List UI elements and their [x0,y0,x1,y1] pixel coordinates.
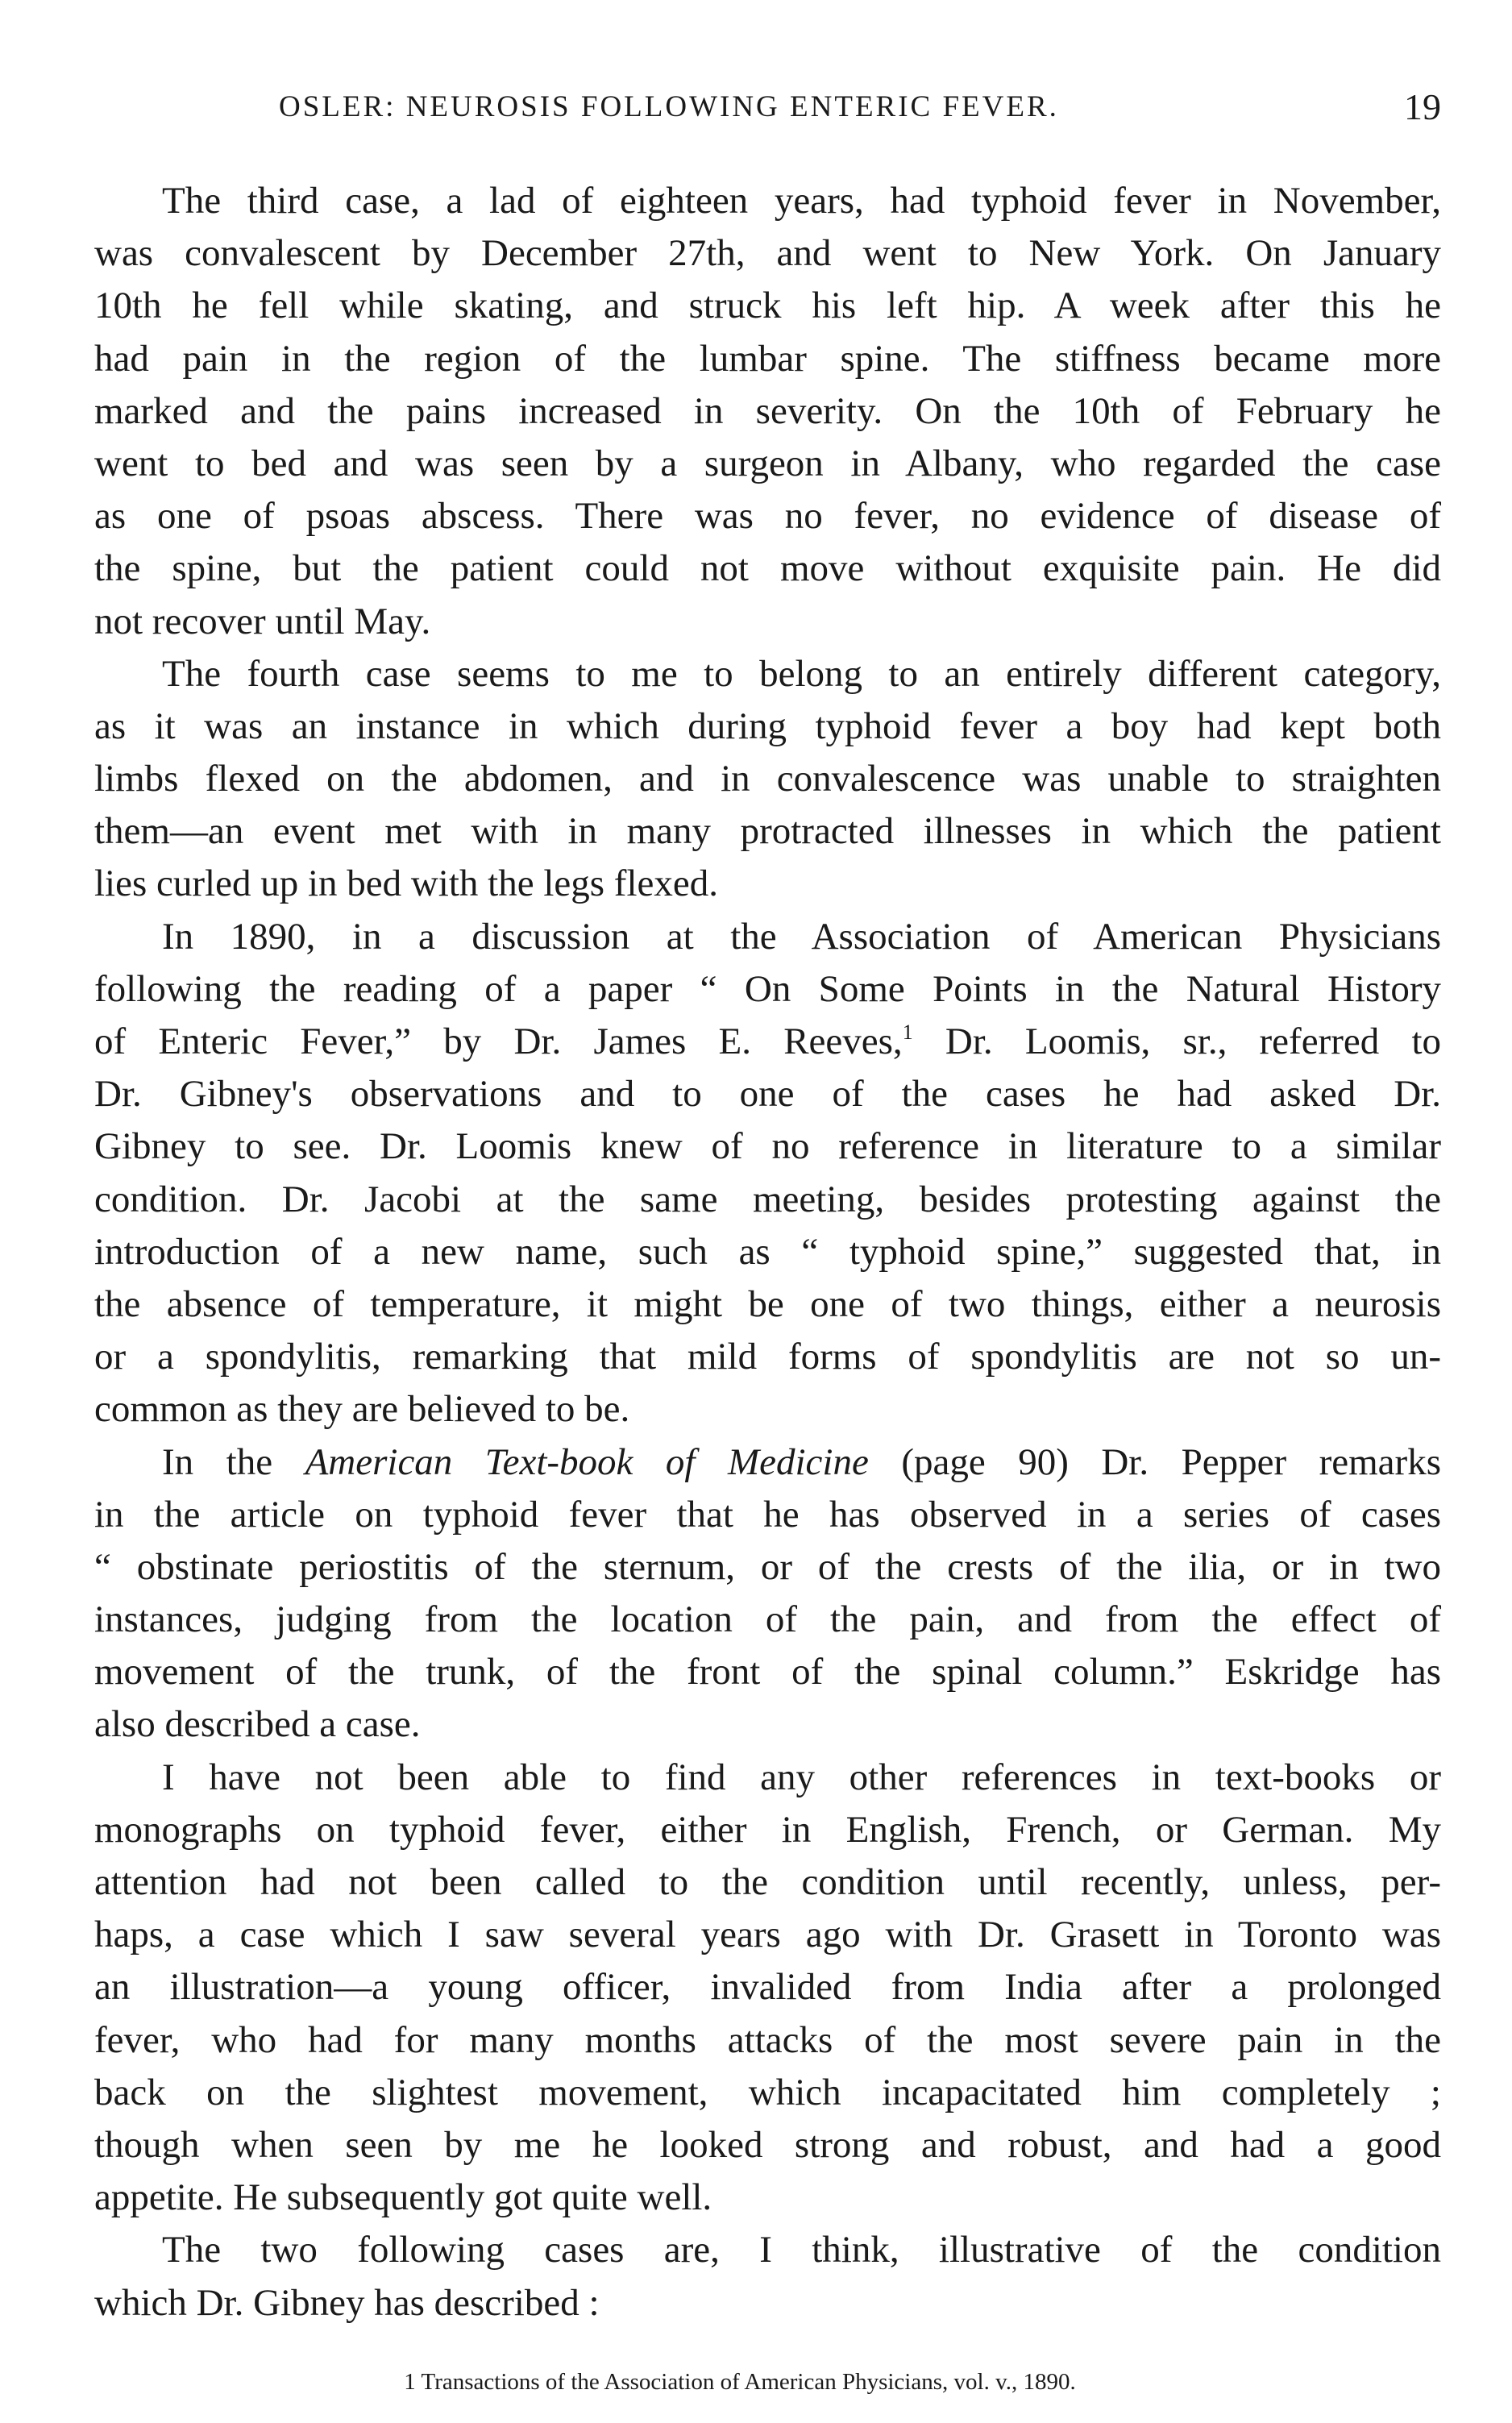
text-line: back on the slightest movement, which incapacitated him completely ; [94,2071,1441,2113]
text-line: went to bed and was seen by a surgeon in Albany, who regarded the case [94,442,1441,484]
text-line: monographs on typhoid fever, either in English, French, or German. My [94,1808,1441,1851]
text-line: or a spondylitis, remarking that mild forms of spondylitis are not so un- [94,1336,1441,1378]
text-line: The third case, a lad of eighteen years, had typhoid fever in November, [162,180,1441,222]
page-number: 19 [1404,86,1441,127]
text-line: introduction of a new name, such as “ typhoid spine,” suggested that, in [94,1230,1441,1273]
text-line: though when seen by me he looked strong and robust, and had a good [94,2123,1441,2166]
text-line: the spine, but the patient could not move without exquisite pain. He did [94,547,1441,590]
text-line [94,1436,1441,1489]
text-line [94,1016,1441,1068]
text-segment: In the [162,1440,305,1483]
text-line: marked and the pains increased in severity. On the 10th of February he [94,389,1441,432]
text-line: limbs flexed on the abdomen, and in convalescence was unable to straighten [94,758,1441,800]
running-header [94,85,1441,130]
footnote-marker: 1 [404,2369,416,2395]
text-line: the absence of temperature, it might be one of two things, either a neurosis [94,1282,1441,1325]
text-line: “ obstinate periostitis of the sternum, or of the crests of the ilia, or in two [94,1545,1441,1588]
text-line: following the reading of a paper “ On Some Points in the Natural History [94,967,1441,1010]
text-line: fever, who had for many months attacks of the most severe pain in the [94,2018,1441,2061]
text-line: lies curled up in bed with the legs flexed. [94,862,718,905]
text-line: attention had not been called to the condition until recently, unless, per- [94,1861,1441,1903]
text-line: The two following cases are, I think, illustrative of the condition [162,2229,1441,2271]
text-line: 10th he fell while skating, and struck his left hip. A week after this he [94,285,1441,327]
book-title: American Text-book of Medicine [305,1440,869,1483]
body-text [94,175,1441,2329]
text-line: also described a case. [94,1703,421,1746]
text-line: movement of the trunk, of the front of the spinal column.” Eskridge has [94,1651,1441,1694]
text-line: I have not been able to find any other references in text-books or [162,1756,1441,1798]
text-line: had pain in the region of the lumbar spine. The stiffness became more [94,337,1441,380]
text-line: which Dr. Gibney has described : [94,2281,600,2324]
text-line: them—an event met with in many protracted illnesses in which the patient [94,810,1441,853]
text-segment: (page 90) Dr. Pepper remarks [868,1440,1441,1483]
text-line: as one of psoas abscess. There was no fever, no evidence of disease of [94,495,1441,538]
text-line: not recover until May. [94,600,431,642]
running-title: OSLER: NEUROSIS FOLLOWING ENTERIC FEVER. [279,90,1059,123]
text-segment: Dr. Loomis, sr., referred to [912,1020,1441,1062]
footnote [0,2362,1512,2402]
text-line: condition. Dr. Jacobi at the same meeting, besides protesting against the [94,1178,1441,1220]
text-line: as it was an instance in which during typhoid fever a boy had kept both [94,704,1441,747]
text-line: Dr. Gibney's observations and to one of the cases he had asked Dr. [94,1073,1441,1116]
text-line: an illustration—a young officer, invalided from India after a prolonged [94,1966,1441,2009]
text-line: was convalescent by December 27th, and went to New York. On January [94,232,1441,275]
footnote-reference: 1 [902,1020,913,1044]
text-line: common as they are believed to be. [94,1388,630,1431]
text-line: appetite. He subsequently got quite well. [94,2176,712,2219]
text-line: in the article on typhoid fever that he has observed in a series of cases [94,1493,1441,1536]
text-line: The fourth case seems to me to belong to an entirely different category, [162,652,1441,695]
text-line: In 1890, in a discussion at the Association of American Physicians [162,915,1441,958]
footnote-text: Transactions of the Association of American Physicians, vol. v., 1890. [415,2369,1076,2395]
text-segment: of Enteric Fever,” by Dr. James E. Reeves, [94,1020,903,1062]
text-line: Gibney to see. Dr. Loomis knew of no reference in literature to a similar [94,1125,1441,1168]
text-line: haps, a case which I saw several years ago with Dr. Grasett in Toronto was [94,1914,1441,1956]
text-line: instances, judging from the location of the pain, and from the effect of [94,1598,1441,1641]
